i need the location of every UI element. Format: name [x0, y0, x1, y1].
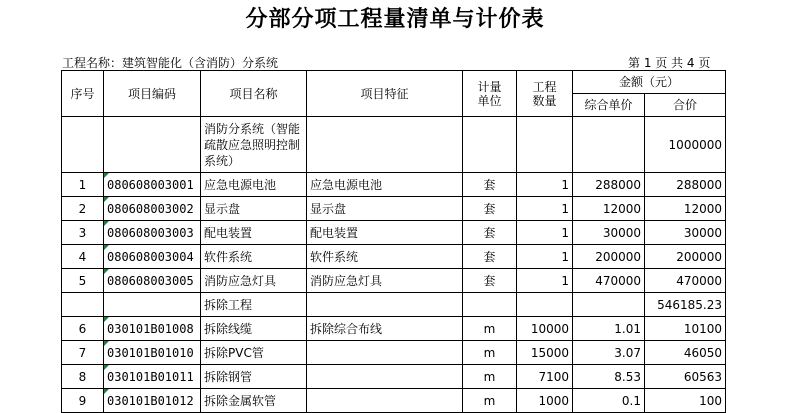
- seq-cell: 1: [62, 173, 104, 197]
- qty-cell: 1000: [517, 389, 573, 413]
- unit-price-cell: 3.07: [573, 341, 645, 365]
- unit-cell: 套: [463, 245, 517, 269]
- name-cell: 消防应急灯具: [201, 269, 307, 293]
- table-row: [62, 317, 726, 341]
- seq-cell: 3: [62, 221, 104, 245]
- seq-cell: 7: [62, 341, 104, 365]
- header-row: [62, 71, 726, 94]
- header-feature: 项目特征: [307, 71, 463, 117]
- total-cell: 46050: [645, 341, 726, 365]
- code-cell: [104, 293, 201, 317]
- unit-cell: 套: [463, 173, 517, 197]
- total-cell: 288000: [645, 173, 726, 197]
- page-info: 第 1 页 共 4 页: [628, 56, 711, 70]
- total-cell: 1000000: [645, 117, 726, 173]
- name-cell: 拆除工程: [201, 293, 307, 317]
- total-cell: 10100: [645, 317, 726, 341]
- unit-price-cell: [573, 117, 645, 173]
- seq-cell: 4: [62, 245, 104, 269]
- seq-cell: 2: [62, 197, 104, 221]
- unit-cell: m: [463, 365, 517, 389]
- table-row: [62, 365, 726, 389]
- feature-cell: [307, 365, 463, 389]
- code-cell: 030101B01011: [104, 365, 201, 389]
- total-cell: 470000: [645, 269, 726, 293]
- unit-price-cell: [573, 293, 645, 317]
- unit-cell: [463, 293, 517, 317]
- header-code: 项目编码: [104, 71, 201, 117]
- name-cell: 拆除线缆: [201, 317, 307, 341]
- name-cell: 配电装置: [201, 221, 307, 245]
- total-cell: 200000: [645, 245, 726, 269]
- project-name: 工程名称：建筑智能化（含消防）分系统: [62, 56, 279, 70]
- unit-price-cell: 1.01: [573, 317, 645, 341]
- code-cell: 080608003001: [104, 173, 201, 197]
- table-row: [62, 245, 726, 269]
- feature-cell: 配电装置: [307, 221, 463, 245]
- unit-price-cell: 200000: [573, 245, 645, 269]
- unit-cell: m: [463, 341, 517, 365]
- qty-cell: 1: [517, 269, 573, 293]
- unit-cell: 套: [463, 269, 517, 293]
- feature-cell: [307, 389, 463, 413]
- document-title: 分部分项工程量清单与计价表: [245, 7, 545, 32]
- seq-cell: 6: [62, 317, 104, 341]
- name-cell: 应急电源电池: [201, 173, 307, 197]
- total-cell: 30000: [645, 221, 726, 245]
- bill-table: [61, 70, 726, 413]
- qty-cell: 15000: [517, 341, 573, 365]
- code-cell: 080608003003: [104, 221, 201, 245]
- unit-price-cell: 12000: [573, 197, 645, 221]
- feature-cell: 显示盘: [307, 197, 463, 221]
- unit-cell: m: [463, 317, 517, 341]
- table-row: [62, 197, 726, 221]
- unit-price-cell: 288000: [573, 173, 645, 197]
- unit-cell: [463, 117, 517, 173]
- code-cell: 080608003002: [104, 197, 201, 221]
- qty-cell: 1: [517, 197, 573, 221]
- feature-cell: 消防应急灯具: [307, 269, 463, 293]
- total-cell: 100: [645, 389, 726, 413]
- code-cell: 030101B01008: [104, 317, 201, 341]
- qty-cell: [517, 293, 573, 317]
- feature-cell: [307, 293, 463, 317]
- qty-cell: 1: [517, 245, 573, 269]
- feature-cell: 拆除综合布线: [307, 317, 463, 341]
- header-seq: 序号: [62, 71, 104, 117]
- header-name: 项目名称: [201, 71, 307, 117]
- header-amount: 金额（元）: [573, 71, 726, 94]
- feature-cell: 软件系统: [307, 245, 463, 269]
- unit-cell: 套: [463, 221, 517, 245]
- seq-cell: 5: [62, 269, 104, 293]
- table-row: [62, 293, 726, 317]
- qty-cell: 1: [517, 173, 573, 197]
- name-cell: 拆除PVC管: [201, 341, 307, 365]
- header-total: 合价: [645, 94, 726, 117]
- feature-cell: [307, 341, 463, 365]
- table-row: [62, 173, 726, 197]
- table-row: [62, 389, 726, 413]
- code-cell: 030101B01010: [104, 341, 201, 365]
- name-cell: 拆除金属软管: [201, 389, 307, 413]
- seq-cell: [62, 293, 104, 317]
- name-cell: 软件系统: [201, 245, 307, 269]
- code-cell: 080608003005: [104, 269, 201, 293]
- header-unit: 计量 单位: [463, 71, 517, 117]
- qty-cell: 7100: [517, 365, 573, 389]
- qty-cell: 1: [517, 221, 573, 245]
- code-cell: [104, 117, 201, 173]
- name-cell: 显示盘: [201, 197, 307, 221]
- code-cell: 080608003004: [104, 245, 201, 269]
- table-row: [62, 221, 726, 245]
- seq-cell: 8: [62, 365, 104, 389]
- total-cell: 12000: [645, 197, 726, 221]
- unit-price-cell: 8.53: [573, 365, 645, 389]
- header-qty: 工程 数量: [517, 71, 573, 117]
- unit-cell: m: [463, 389, 517, 413]
- total-cell: 60563: [645, 365, 726, 389]
- seq-cell: [62, 117, 104, 173]
- table-row: [62, 341, 726, 365]
- table-row: [62, 269, 726, 293]
- unit-price-cell: 30000: [573, 221, 645, 245]
- feature-cell: [307, 117, 463, 173]
- code-cell: 030101B01012: [104, 389, 201, 413]
- feature-cell: 应急电源电池: [307, 173, 463, 197]
- unit-price-cell: 470000: [573, 269, 645, 293]
- seq-cell: 9: [62, 389, 104, 413]
- unit-price-cell: 0.1: [573, 389, 645, 413]
- total-cell: 546185.23: [645, 293, 726, 317]
- name-cell: 拆除钢管: [201, 365, 307, 389]
- table-row: [62, 117, 726, 173]
- name-cell: 消防分系统（智能疏散应急照明控制系统）: [201, 117, 307, 173]
- unit-cell: 套: [463, 197, 517, 221]
- qty-cell: [517, 117, 573, 173]
- qty-cell: 10000: [517, 317, 573, 341]
- header-unit-price: 综合单价: [573, 94, 645, 117]
